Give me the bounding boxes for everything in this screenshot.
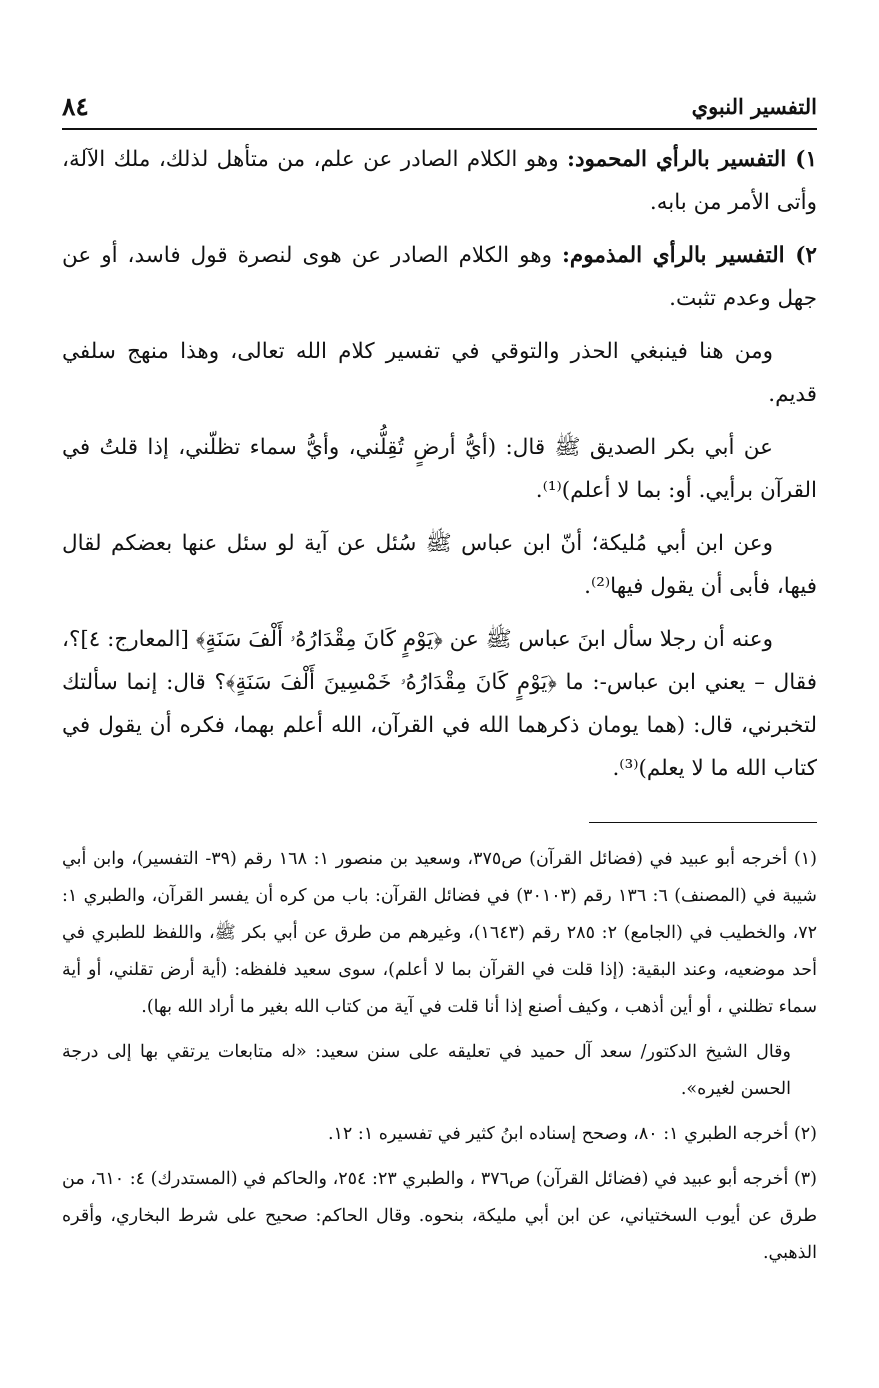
paragraph-text: عن أبي بكر الصديق ﷺ قال: (أيُّ أرضٍ تُقِلُّني، وأيُّ سماء تظلّني، إذا قلتُ في القرآن برأيي. أو: بما لا أعلم)⁽¹⁾. [62,435,817,503]
header-title: التفسير النبوي [691,94,817,119]
paragraph-praised-opinion [62,138,817,224]
footnote-text: أخرجه أبو عبيد في (فضائل القرآن) ص٣٧٦ ، والطبري ٢٣: ٢٥٤، والحاكم في (المستدرك) ٤: ٦١٠، من طرق عن أيوب السختياني، عن ابن أبي مليكة، بنحوه. وقال الحاكم: صحيح على شرط البخاري، وأقره الذهبي. [62,1169,817,1263]
paragraph-text: وهو الكلام الصادر عن هوى لنصرة قول فاسد، أو عن جهل وعدم تثبت. [62,243,817,311]
footnote-text: أخرجه الطبري ١: ٨٠، وصحح إسناده ابنُ كثير في تفسيره ١: ١٢. [327,1124,789,1144]
footnote-number: (٣) [793,1169,817,1189]
paragraph-text: وعنه أن رجلا سأل ابنَ عباس ﷺ عن ﴿يَوْمٍ كَانَ مِقْدَارُهُۥ أَلْفَ سَنَةٍ﴾ [المعارج: ٤]؟، فقال – يعني ابن عباس-: ما ﴿يَوْمٍ كَانَ مِقْدَارُهُۥ خَمْسِينَ أَلْفَ سَنَةٍ﴾؟ قال: إنما سألتك لتخبرني، قال: (هما يومان ذكرهما الله في القرآن، الله أعلم بهما، فكره أن يقول في كتاب الله ما لا يعلم)⁽³⁾. [62,627,817,781]
book-page [62,92,817,1280]
paragraph-ibn-abbas [62,618,817,790]
footnote-separator [589,822,817,823]
paragraph-caution [62,330,817,416]
footnotes [62,841,817,1272]
footnote-3 [62,1161,817,1272]
paragraph-abu-bakr [62,426,817,512]
paragraph-blamed-opinion [62,234,817,320]
paragraph-text: وعن ابن أبي مُليكة؛ أنّ ابن عباس ﷺ سُئل عن آية لو سئل عنها بعضكم لقال فيها، فأبى أن يقول فيها⁽²⁾. [62,531,817,599]
footnote-number: (٢) [793,1124,817,1144]
running-header [62,92,817,130]
footnote-separator-wrap [62,800,817,841]
paragraph-text: ومن هنا فينبغي الحذر والتوقي في تفسير كلام الله تعالى، وهذا منهج سلفي قديم. [62,339,817,407]
paragraph-text: وهو الكلام الصادر عن علم، من متأهل لذلك، ملك الآلة، وأتى الأمر من بابه. [62,147,817,215]
paragraph-ibn-abi-mulayka [62,522,817,608]
page-number: ٨٤ [62,92,89,121]
paragraph-lead: ٢) التفسير بالرأي المذموم: [562,243,817,268]
footnote-1 [62,841,817,1026]
footnote-text: أخرجه أبو عبيد في (فضائل القرآن) ص٣٧٥، وسعيد بن منصور ١: ١٦٨ رقم (٣٩- التفسير)، وابن أبي شيبة في (المصنف) ٦: ١٣٦ رقم (٣٠١٠٣) في فضائل القرآن: باب من كره أن يفسر القرآن، والطبري ١: ٧٢، والخطيب في (الجامع) ٢: ٢٨٥ رقم (١٦٤٣)، وغيرهم من طرق عن أبي بكر ﷺ، واللفظ للطبري في أحد موضعيه، وعند البقية: (إذا قلت في القرآن بما لا أعلم)، سوى سعيد فلفظه: (أية أرض تقلني، أو أية سماء تظلني ، أو أين أذهب ، وكيف أصنع إذا أنا قلت في آية من كتاب الله بغير ما أراد الله بها). [62,849,818,1017]
footnote-2 [62,1116,817,1153]
footnote-1-extra: وقال الشيخ الدكتور/ سعد آل حميد في تعليقه على سنن سعيد: «له متابعات يرتقي بها إلى درجة الحسن لغيره». [62,1042,791,1099]
main-text [62,138,817,790]
paragraph-lead: ١) التفسير بالرأي المحمود: [567,147,817,172]
footnote-number: (١) [793,849,817,869]
